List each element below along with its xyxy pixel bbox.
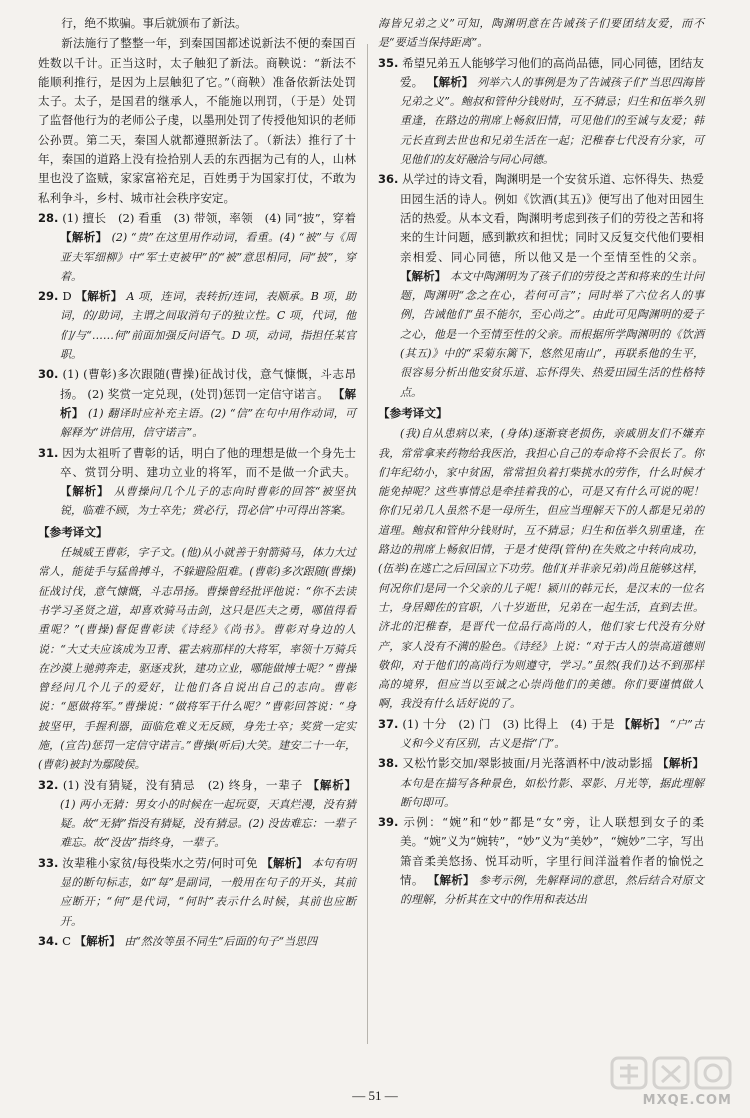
- analysis-tag: 【解析】: [75, 289, 123, 304]
- reference-translation-heading: 【参考译文】: [38, 524, 108, 539]
- analysis-tag: 【解析】: [307, 777, 357, 792]
- answer-38: [378, 754, 704, 812]
- analysis-tag: 【解析】: [427, 74, 474, 89]
- answer-text: 从学过的诗文看，陶渊明是一个安贫乐道、忘怀得失、热爱田园生活的诗人。例如《饮酒(其五)》便写出了他对田园生活的热爱。从本文看，陶渊明考虑到孩子们的劳役之苦和将来的生计问题，感到歉疚和担忧；同时又反复交代他们要相亲相爱、同心同德，所以他又是一个至情至性的父亲。: [400, 172, 704, 264]
- analysis-tag: 【解析】: [427, 873, 475, 888]
- answer-30: [38, 365, 356, 442]
- watermark-text: MXQE.COM: [642, 1092, 732, 1108]
- analysis-text: 本句是在描写各种景色，如松竹影、翠影、月光等，据此理解断句即可。: [400, 776, 704, 809]
- reference-translation-heading: 【参考译文】: [378, 405, 448, 420]
- analysis-text: 本文中陶渊明为了孩子们的劳役之苦和将来的生计问题，陶渊明“念之在心，若何可言”；同时举了六位名人的事例，告诫他们“虽不能尔，至心尚之”。由此可见陶渊明的爱子之心，他是一个至情至性的父亲。而根据所学陶渊明的《饮酒(其五)》中的“采菊东篱下，悠然见南山”，再联系他的生平，很容易分析出他安贫乐道、忘怀得失、热爱田园生活的性格特点。: [400, 269, 705, 399]
- analysis-text: 由“然汝等虽不同生”后面的句子“当思四: [124, 934, 318, 948]
- analysis-tag: 【解析】: [60, 484, 110, 499]
- answer-33: [38, 854, 356, 931]
- question-number: 37.: [378, 716, 399, 731]
- answer-text: (1) 十分 (2) 门 (3) 比得上 (4) 于是: [402, 716, 615, 731]
- question-number: 35.: [378, 55, 399, 70]
- analysis-tag: 【解析】: [60, 230, 108, 245]
- question-number: 39.: [378, 815, 399, 830]
- answer-text: 希望兄弟五人能够学习他们的高尚品德，同心同德，团结友爱。: [400, 55, 704, 89]
- question-number: 34.: [38, 933, 59, 948]
- answer-text: C: [62, 933, 71, 948]
- left-column: [38, 14, 356, 952]
- analysis-text: (2) “贵”在这里用作动词，看重。(4) “被”与《周亚夫军细柳》中“军士吏被甲”的“被”意思相同，同“披”，穿着。: [60, 231, 357, 283]
- reference-translation: 任城威王曹彰，字子文。(他)从小就善于射箭骑马，体力大过常人，能徒手与猛兽搏斗，不躲避险阻难。(曹彰)多次跟随(曹操)征战讨伐，意气慷慨，斗志昂扬。曹操曾经批评他说：“你不去读书学习圣贤之道，却喜欢骑马击剑，这只是匹夫之勇，哪值得看重呢？”(曹操)督促曹彰读《诗经》《尚书》。曹彰对身边的人说：“大丈夫应该成为卫青、霍去病那样的大将军，率领十万骑兵在沙漠上驰骋奔走，驱逐戎狄，建功立业，哪能做博士呢？”曹操曾经问几个儿子的爱好，让他们各自说出自己的志向。曹彰说：“愿做将军。”曹操说：“做将军干什么呢？”曹彰回答说：“身披坚甲，手握利器，面临危难义无反顾，身先士卒；奖赏一定实施，(宣告)惩罚一定信守诺言。”曹操(听后)大笑。建安二十一年，(曹彰)被封为鄢陵侯。: [38, 546, 356, 772]
- answer-text: 汝辈稚小家贫/每役柴水之劳/何时可免: [62, 855, 258, 870]
- analysis-text: “户”古义和今义有区别，古义是指“门”。: [400, 717, 705, 750]
- answer-29: [38, 287, 356, 364]
- answer-28: [38, 209, 356, 286]
- analysis-text: 参考示例，先解释词的意思，然后结合对原文的理解，分析其在文中的作用和表达出: [400, 874, 705, 907]
- answer-text: 因为太祖听了曹彰的话，明白了他的理想是做一个身先士卒、赏罚分明、建功立业的将军，而不是做一介武夫。: [60, 445, 356, 479]
- analysis-text: 列举六人的事例是为了告诫孩子们“当思四海皆兄弟之义”。鲍叔和管仲分钱财时，互不猜忌；归生和伍举久别重逢，在路边的荆席上畅叙旧情，可见他们的至诚与友爱；韩元长直到去世也和兄弟生活在一起；汜稚春七代没有分家，可见他们的友好融洽与同心同德。: [400, 75, 704, 167]
- right-column: [378, 14, 704, 911]
- column-divider: [367, 44, 368, 1044]
- answer-39: [378, 813, 704, 909]
- answer-text: (1) 擅长 (2) 看重 (3) 带领，率领 (4) 同“披”，穿着: [62, 210, 356, 225]
- question-number: 30.: [38, 367, 59, 382]
- answer-text: 又松竹影交加/翠影披面/月光落酒杯中/波动影摇: [402, 756, 654, 771]
- answer-text: (1) (曹彰)多次跟随(曹操)征战讨伐，意气慷慨，斗志昂扬。: [60, 367, 357, 401]
- answer-text: 示例：“婉”和“妙”都是“女”旁，让人联想到女子的柔美。“婉”义为“婉转”，“妙”义为“美妙”，“婉妙”二字，写出箫音柔美悠扬、悦耳动听，字里行间洋溢着作者的愉悦之情。: [400, 815, 704, 888]
- question-number: 33.: [38, 855, 59, 870]
- question-number: 36.: [378, 172, 399, 187]
- answer-35: [378, 54, 704, 170]
- analysis-tag: 【解析】: [657, 756, 705, 771]
- answer-text: D: [62, 289, 72, 304]
- continued-text: 行，绝不欺骗。事后就颁布了新法。: [61, 16, 247, 30]
- question-number: 32.: [38, 777, 59, 792]
- analysis-tag: 【解析】: [60, 386, 357, 420]
- analysis-tag: 【解析】: [618, 716, 666, 731]
- analysis-text: (1) 两小无猜：男女小的时候在一起玩耍，天真烂漫，没有猜疑。故“无猜”指没有猜疑，没有猜忌。(2) 没齿难忘：一辈子难忘。故“没齿”指终身，一辈子。: [60, 797, 356, 850]
- answer-text: (2) 奖赏一定兑现，(处罚)惩罚一定信守诺言。: [87, 386, 329, 401]
- analysis-text: A 项，连词，表转折/连词，表顺承。B 项，助词，的/助词，主谓之间取消句子的独立性。C 项，代词，他们/与“……何”前面加强反问语气。D 项，动词，指担任某官职。: [60, 290, 357, 362]
- analysis-text: 本句有明显的断句标志，如“每”是副词，一般用在句子的开头，其前应断开；“何”是代词，“何时”表示什么时候，其前也应断开。: [60, 856, 357, 928]
- analysis-text: (1) 翻译时应补充主语。(2) “信”在句中用作动词，可解释为“讲信用，信守诺言”。: [60, 406, 356, 440]
- answer-34: [38, 932, 356, 951]
- question-number: 31.: [38, 445, 59, 460]
- answer-31: [38, 444, 356, 521]
- reference-translation: (我)自从患病以来，(身体)逐渐衰老损伤，亲戚朋友们不嫌弃我，常常拿来药物给我医治，我担心自己的寿命将不会很长了。你们年纪幼小，家中贫困，常常担负着打柴挑水的劳作，什么时候才能免掉呢？这些事情总是牵挂着我的心，可是又有什么可说的呢！你们兄弟几人虽然不是一母所生，但应当理解天下的人都是兄弟的道理。鲍叔和管仲分钱财时，互不猜忌；归生和伍举久别重逢，在路边的荆席上畅叙旧情，于是才使得(管仲)在失败之中转向成功，(伍举)在逃亡之后回国立下功劳。他们(并非亲兄弟)尚且能够这样，何况你们是同一个父亲的儿子呢！颍川的韩元长，是汉末的一位名士，身居卿佐的官职，八十岁逝世，兄弟在一起生活，直到去世。济北的汜稚春，是晋代一位品行高尚的人，他们家七代没有分财产，家人没有不满的脸色。《诗经》上说：“对于古人的崇高道德则敬仰，对于他们的高尚行为则遵守，学习。”虽然(我们)达不到那样高的境界，但应当以至诚之心崇尚他们的美德。你们要谨慎做人啊，我没有什么话好说的了。: [378, 427, 704, 711]
- question-number: 38.: [378, 756, 399, 771]
- answer-32: [38, 776, 356, 853]
- page-number: — 51 —: [352, 1088, 398, 1103]
- analysis-tag: 【解析】: [400, 268, 447, 283]
- analysis-text: 从曹操问几个儿子的志向时曹彰的回答“被坚执锐，临难不顾，为士卒先；赏必行，罚必信”中可得出答案。: [60, 485, 357, 518]
- answer-36: [378, 170, 704, 402]
- analysis-tag: 【解析】: [261, 855, 308, 870]
- translation-paragraph: 新法施行了整整一年，到秦国国都述说新法不便的秦国百姓数以千计。正当这时，太子触犯了新法。商鞅说：“新法不能顺利推行，是因为上层触犯了它。”（商鞅）准备依新法处罚太子。太子，是国君的继承人，不能施以刑罚，（于是）处罚了监督他行为的老师公子虔，以墨刑处罚了传授他知识的老师公孙贾。第二天，秦国人就都遵照新法了。（新法）推行了十年，秦国的道路上没有捡拾别人丢的东西据为己有的人，山林里也没了盗贼，家家富裕充足，百姓勇于为国家打仗，不敢为私利争斗，乡村、城市社会秩序安定。: [38, 36, 356, 205]
- question-number: 28.: [38, 210, 59, 225]
- answer-text: (1) 没有猜疑，没有猜忌 (2) 终身，一辈子: [62, 777, 304, 792]
- question-number: 29.: [38, 289, 59, 304]
- continued-text: 海皆兄弟之义”可知，陶渊明意在告诫孩子们要团结友爱，而不是“要适当保持距离”。: [378, 17, 704, 50]
- analysis-tag: 【解析】: [74, 933, 121, 948]
- answer-37: [378, 715, 704, 754]
